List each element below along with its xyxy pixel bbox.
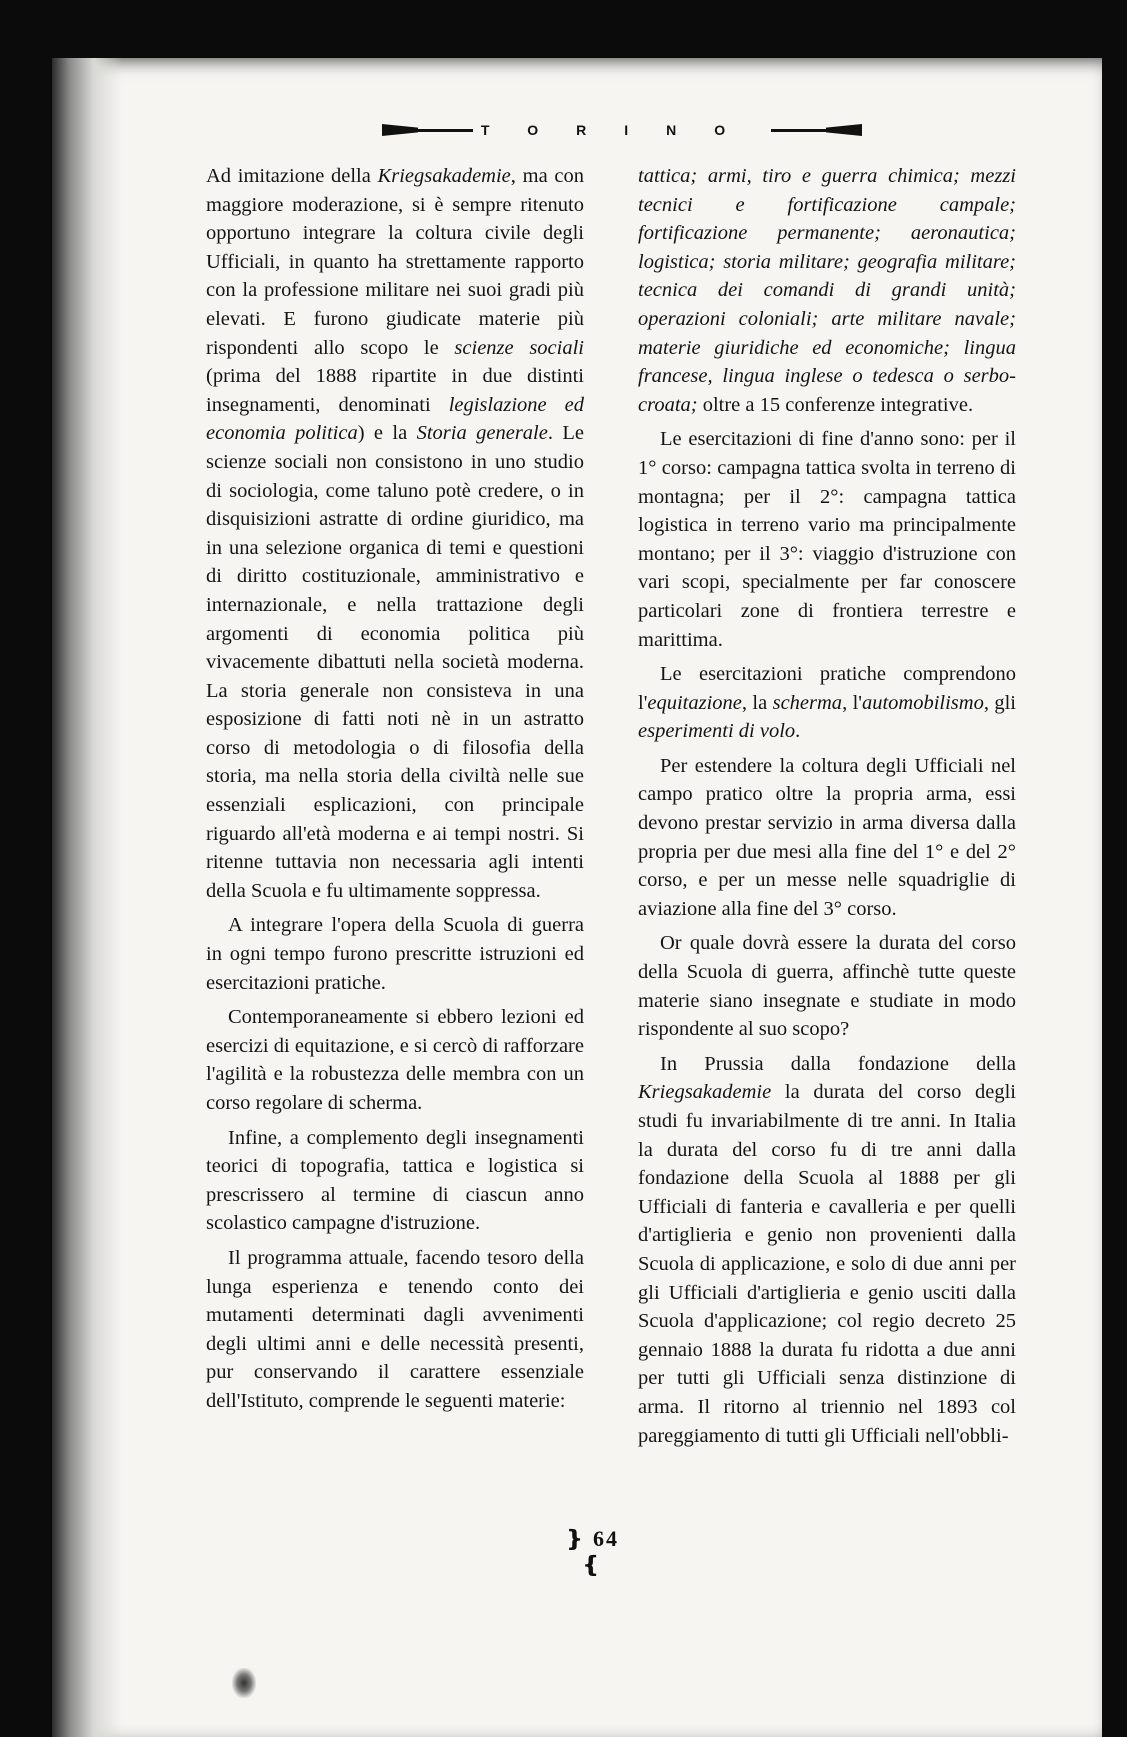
book-page — [52, 58, 1102, 1737]
ink-smudge — [232, 1668, 256, 1698]
paragraph: Ad imitazione della Kriegsakademie, ma con maggiore moderazione, si è sempre ritenuto opportuno integrare la coltura civile degli Ufficiali, in quanto ha strettamente rapporto con la professione militare nei suoi gradi più elevati. E furono giudicate materie più rispondenti allo scopo le scienze sociali (prima del 1888 ripartite in due distinti insegnamenti, denominati legislazione ed economia politica) e la Storia generale. Le scienze sociali non consistono in uno studio di sociologia, come taluno potè credere, o in disquisizioni astratte di ordine giuridico, ma in una selezione organica di temi e questioni di diritto costituzionale, amministrativo e internazionale, e nella trattazione degli argomenti di economia politica più vivacemente dibattuti nella società moderna. La storia generale non consisteva in una esposizione di fatti noti nè in un astratto corso di metodologia o di filosofia della storia, ma nella storia della civiltà nelle sue essenziali esplicazioni, con principale riguardo all'età moderna e ai tempi nostri. Si ritenne tuttavia non necessaria agli intenti della Scuola e fu ultimamente soppressa. — [206, 165, 584, 902]
paragraph: Infine, a complemento degli insegnamenti teorici di topografia, tattica e logistica si prescrissero al termine di ciascun anno scolastico campagne d'istruzione. — [206, 1126, 584, 1235]
left-column — [206, 162, 584, 1422]
page-number: ❵ 64 ❴ — [565, 1526, 619, 1577]
paragraph: A integrare l'opera della Scuola di guerra in ogni tempo furono prescritte istruzioni ed esercitazioni pratiche. — [206, 914, 584, 994]
header-ornament-right — [826, 124, 862, 136]
running-header — [382, 124, 862, 136]
right-column — [638, 162, 1016, 1456]
page-number-ornament-right: ❴ — [581, 1552, 603, 1577]
paragraph: tattica; armi, tiro e guerra chimica; mezzi tecnici e fortificazione campale; fortificazione permanente; aeronautica; logistica; storia militare; geografia militare; tecnica dei comandi di grandi unità; operazioni coloniali; arte militare navale; materie giuridiche ed economiche; lingua francese, lingua inglese o tedesca o serbo-croata; oltre a 15 conferenze integrative. — [638, 165, 1016, 416]
page-number-ornament-left: ❵ — [565, 1526, 586, 1551]
paragraph: In Prussia dalla fondazione della Kriegsakademie la durata del corso degli studi fu invariabilmente di tre anni. In Italia la durata del corso fu di tre anni dalla fondazione della Scuola al 1888 per gli Ufficiali di fanteria e cavalleria e per quelli d'artiglieria e genio non provenienti dalla Scuola di applicazione, e solo di due anni per gli Ufficiali d'artiglieria e genio usciti dalla Scuola d'applicazione; col regio decreto 25 gennaio 1888 la durata fu ridotta a due anni per tutti gli Ufficiali senza distinzione di arma. Il ritorno al triennio nel 1893 col pareggiamento di tutti gli Ufficiali nell'obbli- — [638, 1052, 1016, 1447]
header-ornament-left — [382, 124, 418, 136]
paragraph: Contemporaneamente si ebbero lezioni ed esercizi di equitazione, e si cercò di rafforzare l'agilità e la robustezza delle membra con un corso regolare di scherma. — [206, 1006, 584, 1114]
paragraph: Le esercitazioni di fine d'anno sono: per il 1° corso: campagna tattica svolta in terreno di montagna; per il 2°: campagna tattica logistica in terreno vario ma principalmente montano; per il 3°: viaggio d'istruzione con vari scopi, specialmente per far conoscere particolari zone di frontiera terrestre e marittima. — [638, 428, 1016, 651]
paragraph: Per estendere la coltura degli Ufficiali nel campo pratico oltre la propria arma, essi devono prestar servizio in arma diversa dalla propria per due mesi alla fine del 1° e del 2° corso, e per un messe nelle squadriglie di aviazione alla fine del 3° corso. — [638, 754, 1016, 920]
running-title: TORINO — [473, 124, 771, 136]
paragraph: Le esercitazioni pratiche comprendono l'equitazione, la scherma, l'automobilismo, gli esperimenti di volo. — [638, 663, 1016, 743]
paragraph: Il programma attuale, facendo tesoro della lunga esperienza e tenendo conto dei mutamenti determinati dagli avvenimenti degli ultimi anni e delle necessità presenti, pur conservando il carattere essenziale dell'Istituto, comprende le seguenti materie: — [206, 1246, 584, 1412]
paragraph: Or quale dovrà essere la durata del corso della Scuola di guerra, affinchè tutte queste materie siano insegnate e studiate in modo rispondente al suo scopo? — [638, 932, 1016, 1041]
